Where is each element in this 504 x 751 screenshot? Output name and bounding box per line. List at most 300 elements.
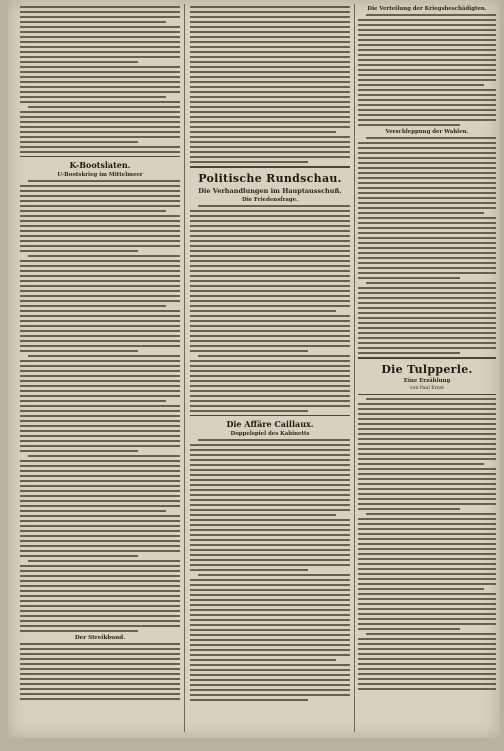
section-heading: K-Bootslaten. xyxy=(69,160,131,170)
text-line xyxy=(28,455,180,457)
text-line xyxy=(358,603,496,605)
text-line xyxy=(190,250,350,252)
newspaper-page xyxy=(8,0,500,738)
text-line xyxy=(190,549,350,551)
text-line xyxy=(358,79,496,81)
text-line xyxy=(190,579,350,581)
text-line xyxy=(20,415,180,417)
text-line xyxy=(20,16,180,18)
text-line xyxy=(190,21,350,23)
text-line xyxy=(358,69,496,71)
text-line xyxy=(190,300,350,302)
text-line xyxy=(20,480,180,482)
text-line xyxy=(358,29,496,31)
text-line xyxy=(190,101,350,103)
text-line xyxy=(190,539,350,541)
text-line xyxy=(20,260,180,262)
text-line xyxy=(20,31,180,33)
text-line xyxy=(190,619,350,621)
text-line xyxy=(358,307,496,309)
text-line xyxy=(190,390,350,392)
text-line xyxy=(190,469,350,471)
text-line xyxy=(358,638,496,640)
text-line xyxy=(20,630,138,632)
text-line xyxy=(358,558,496,560)
text-line xyxy=(20,275,180,277)
text-line xyxy=(20,445,180,447)
text-line xyxy=(358,478,496,480)
text-line xyxy=(20,540,180,542)
text-line xyxy=(20,380,180,382)
text-line xyxy=(20,300,180,302)
text-line xyxy=(190,245,350,247)
text-line xyxy=(20,11,180,13)
text-line xyxy=(198,355,350,357)
text-line xyxy=(190,454,350,456)
text-line xyxy=(28,560,180,562)
text-line xyxy=(358,658,496,660)
text-line xyxy=(20,36,180,38)
text-line xyxy=(20,520,180,522)
text-line xyxy=(190,230,350,232)
text-line xyxy=(190,370,350,372)
text-line xyxy=(20,190,180,192)
text-line xyxy=(190,654,350,656)
text-line xyxy=(358,187,496,189)
text-line xyxy=(190,484,350,486)
text-line xyxy=(358,508,460,510)
text-line xyxy=(190,464,350,466)
text-line xyxy=(366,398,496,400)
text-line xyxy=(358,312,496,314)
text-line xyxy=(20,658,180,660)
text-line xyxy=(358,523,496,525)
text-line xyxy=(358,408,496,410)
text-line xyxy=(20,151,180,153)
text-line xyxy=(358,623,496,625)
text-line xyxy=(20,305,166,307)
text-line xyxy=(20,510,166,512)
text-line xyxy=(358,232,496,234)
text-line xyxy=(20,195,180,197)
text-line xyxy=(190,529,350,531)
text-line xyxy=(190,400,350,402)
text-line xyxy=(190,156,350,158)
text-line xyxy=(20,265,180,267)
text-line xyxy=(190,215,350,217)
divider xyxy=(358,357,496,359)
text-line xyxy=(190,270,350,272)
article-subheadline: Doppelspiel des Kabinetts xyxy=(230,431,310,437)
text-line xyxy=(358,352,460,354)
text-line xyxy=(20,683,180,685)
text-line xyxy=(358,19,496,21)
subsection-heading: Der Streikbund. xyxy=(74,635,126,641)
text-line xyxy=(358,114,496,116)
text-line xyxy=(20,220,180,222)
text-line xyxy=(20,435,180,437)
text-line xyxy=(358,292,496,294)
text-line xyxy=(358,543,496,545)
text-line xyxy=(190,76,350,78)
text-line xyxy=(190,699,308,701)
text-line xyxy=(190,235,350,237)
text-line xyxy=(20,698,180,700)
text-line xyxy=(190,41,350,43)
text-line xyxy=(358,347,496,349)
text-line xyxy=(20,340,180,342)
text-line xyxy=(20,225,180,227)
text-line xyxy=(190,305,350,307)
text-line xyxy=(358,488,496,490)
text-line xyxy=(358,207,496,209)
text-line xyxy=(358,423,496,425)
text-line xyxy=(190,11,350,13)
text-line xyxy=(20,200,180,202)
text-line xyxy=(358,653,496,655)
text-line xyxy=(358,613,496,615)
text-line xyxy=(190,405,350,407)
text-line xyxy=(190,26,350,28)
text-line xyxy=(28,255,180,257)
text-line xyxy=(358,302,496,304)
column-middle xyxy=(190,4,350,732)
text-line xyxy=(366,137,496,139)
text-line xyxy=(358,593,496,595)
text-line xyxy=(20,500,180,502)
text-line xyxy=(190,275,350,277)
text-line xyxy=(20,678,180,680)
text-line xyxy=(358,498,496,500)
text-line xyxy=(190,674,350,676)
text-line xyxy=(20,215,180,217)
text-line xyxy=(20,210,166,212)
text-line xyxy=(20,565,180,567)
text-line xyxy=(20,66,180,68)
text-line xyxy=(20,21,166,23)
text-line xyxy=(20,570,180,572)
divider xyxy=(190,415,350,416)
feature-subheadline: Eine Erzählung xyxy=(403,378,451,384)
text-line xyxy=(190,639,350,641)
text-line xyxy=(358,578,496,580)
text-line xyxy=(20,101,180,103)
text-line xyxy=(190,345,350,347)
text-line xyxy=(358,418,496,420)
text-line xyxy=(190,504,350,506)
text-line xyxy=(358,453,496,455)
text-line xyxy=(358,528,496,530)
text-line xyxy=(358,327,496,329)
text-line xyxy=(20,285,180,287)
text-line xyxy=(358,262,496,264)
text-line xyxy=(20,26,180,28)
text-line xyxy=(358,678,496,680)
text-line xyxy=(20,111,180,113)
text-line xyxy=(366,282,496,284)
text-line xyxy=(190,16,350,18)
text-line xyxy=(190,255,350,257)
text-line xyxy=(20,615,180,617)
text-line xyxy=(358,533,496,535)
text-line xyxy=(358,493,496,495)
text-line xyxy=(190,360,350,362)
divider xyxy=(20,156,180,157)
text-line xyxy=(20,495,180,497)
text-line xyxy=(190,325,350,327)
text-line xyxy=(20,525,180,527)
feature-byline: von Paul Ernst xyxy=(409,386,444,391)
text-line xyxy=(198,439,350,441)
text-line xyxy=(190,126,350,128)
text-line xyxy=(358,99,496,101)
text-line xyxy=(190,96,350,98)
text-line xyxy=(358,332,496,334)
text-line xyxy=(190,544,350,546)
text-line xyxy=(358,237,496,239)
text-line xyxy=(358,157,496,159)
text-line xyxy=(20,485,180,487)
text-line xyxy=(20,41,180,43)
text-line xyxy=(190,624,350,626)
text-line xyxy=(358,142,496,144)
text-line xyxy=(190,494,350,496)
article-headline: Die Affäre Caillaux. xyxy=(226,419,314,429)
text-line xyxy=(20,370,180,372)
text-line xyxy=(358,618,496,620)
text-line xyxy=(358,643,496,645)
text-line xyxy=(190,295,350,297)
text-line xyxy=(20,270,180,272)
text-line xyxy=(358,197,496,199)
text-line xyxy=(190,669,350,671)
text-line xyxy=(358,648,496,650)
text-line xyxy=(190,240,350,242)
text-line xyxy=(358,673,496,675)
text-line xyxy=(358,518,496,520)
text-line xyxy=(20,668,180,670)
text-line xyxy=(190,634,350,636)
text-line xyxy=(20,360,180,362)
text-line xyxy=(20,420,180,422)
text-line xyxy=(190,385,350,387)
text-line xyxy=(358,94,496,96)
text-line xyxy=(20,648,180,650)
text-line xyxy=(20,46,180,48)
text-line xyxy=(20,280,180,282)
text-line xyxy=(358,548,496,550)
text-line xyxy=(20,620,180,622)
text-line xyxy=(190,121,350,123)
text-line xyxy=(20,245,180,247)
text-line xyxy=(190,141,350,143)
text-line xyxy=(358,598,496,600)
text-line xyxy=(190,31,350,33)
text-line xyxy=(190,310,336,312)
text-line xyxy=(20,116,180,118)
text-line xyxy=(190,684,350,686)
text-line xyxy=(20,335,180,337)
text-line xyxy=(358,242,496,244)
text-line xyxy=(358,182,496,184)
text-line xyxy=(190,519,350,521)
section-heading: Verschleppung der Wahlen. xyxy=(385,129,469,135)
text-line xyxy=(20,673,180,675)
text-line xyxy=(366,513,496,515)
text-line xyxy=(190,260,350,262)
text-line xyxy=(190,350,308,352)
text-line xyxy=(190,554,350,556)
text-line xyxy=(20,61,138,63)
text-line xyxy=(190,56,350,58)
text-line xyxy=(20,86,180,88)
text-line xyxy=(190,51,350,53)
text-line xyxy=(190,375,350,377)
text-line xyxy=(20,585,180,587)
text-line xyxy=(190,136,350,138)
text-line xyxy=(20,205,180,207)
text-line xyxy=(20,530,180,532)
text-line xyxy=(190,474,350,476)
text-line xyxy=(20,345,180,347)
text-line xyxy=(190,664,350,666)
text-line xyxy=(358,64,496,66)
section-heading: Die Verteilung der Kriegsbeschädigten. xyxy=(367,6,487,12)
text-line xyxy=(358,683,496,685)
text-line xyxy=(20,325,180,327)
text-line xyxy=(20,6,180,8)
text-line xyxy=(358,443,496,445)
text-line xyxy=(20,410,180,412)
text-line xyxy=(358,24,496,26)
text-line xyxy=(20,505,180,507)
text-line xyxy=(198,205,350,207)
text-line xyxy=(190,589,350,591)
text-line xyxy=(358,227,496,229)
text-line xyxy=(190,514,336,516)
text-line xyxy=(190,694,350,696)
text-line xyxy=(20,460,180,462)
text-line xyxy=(190,220,350,222)
text-line xyxy=(20,580,180,582)
text-line xyxy=(190,290,350,292)
text-line xyxy=(190,644,350,646)
text-line xyxy=(358,438,496,440)
text-line xyxy=(190,86,350,88)
text-line xyxy=(190,444,350,446)
feature-headline: Die Tulpperle. xyxy=(381,363,473,376)
text-line xyxy=(190,146,350,148)
text-line xyxy=(28,180,180,182)
text-line xyxy=(358,668,496,670)
text-line xyxy=(190,81,350,83)
text-line xyxy=(358,172,496,174)
text-line xyxy=(190,629,350,631)
divider xyxy=(190,166,350,168)
text-line xyxy=(28,106,180,108)
text-line xyxy=(190,61,350,63)
text-line xyxy=(190,106,350,108)
text-line xyxy=(190,265,350,267)
text-line xyxy=(190,659,336,661)
text-line xyxy=(20,71,180,73)
text-line xyxy=(20,185,180,187)
text-line xyxy=(190,559,350,561)
text-line xyxy=(20,390,180,392)
text-line xyxy=(358,663,496,665)
divider xyxy=(358,394,496,395)
text-line xyxy=(358,147,496,149)
text-line xyxy=(20,688,180,690)
text-line xyxy=(20,555,138,557)
column-rule xyxy=(354,4,355,732)
text-line xyxy=(358,89,496,91)
text-line xyxy=(190,479,350,481)
text-line xyxy=(20,76,180,78)
text-line xyxy=(20,385,180,387)
text-line xyxy=(190,285,350,287)
text-line xyxy=(366,14,496,16)
text-line xyxy=(20,663,180,665)
text-line xyxy=(20,470,180,472)
text-line xyxy=(20,430,180,432)
text-line xyxy=(20,600,180,602)
text-line xyxy=(20,693,180,695)
text-line xyxy=(358,433,496,435)
text-line xyxy=(358,483,496,485)
text-line xyxy=(20,653,180,655)
text-line xyxy=(358,563,496,565)
text-line xyxy=(190,320,350,322)
text-line xyxy=(20,230,180,232)
text-line xyxy=(190,410,308,412)
text-line xyxy=(358,44,496,46)
text-line xyxy=(20,96,166,98)
text-line xyxy=(20,315,180,317)
text-line xyxy=(358,252,496,254)
text-line xyxy=(20,440,180,442)
text-line xyxy=(20,475,180,477)
text-line xyxy=(20,91,180,93)
text-line xyxy=(358,167,496,169)
text-line xyxy=(358,413,496,415)
text-line xyxy=(358,337,496,339)
text-line xyxy=(20,625,180,627)
text-line xyxy=(20,235,180,237)
text-line xyxy=(190,509,350,511)
text-line xyxy=(20,330,180,332)
text-line xyxy=(20,425,180,427)
text-line xyxy=(358,192,496,194)
text-line xyxy=(20,365,180,367)
text-line xyxy=(358,297,496,299)
text-line xyxy=(190,330,350,332)
text-line xyxy=(20,146,180,148)
text-line xyxy=(20,141,138,143)
text-line xyxy=(190,335,350,337)
text-line xyxy=(20,395,180,397)
text-line xyxy=(358,463,484,465)
column-left xyxy=(20,4,180,732)
text-line xyxy=(358,573,496,575)
text-line xyxy=(20,595,180,597)
text-line xyxy=(20,535,180,537)
text-line xyxy=(20,121,180,123)
text-line xyxy=(358,428,496,430)
text-line xyxy=(190,111,350,113)
text-line xyxy=(358,468,496,470)
text-line xyxy=(190,604,350,606)
